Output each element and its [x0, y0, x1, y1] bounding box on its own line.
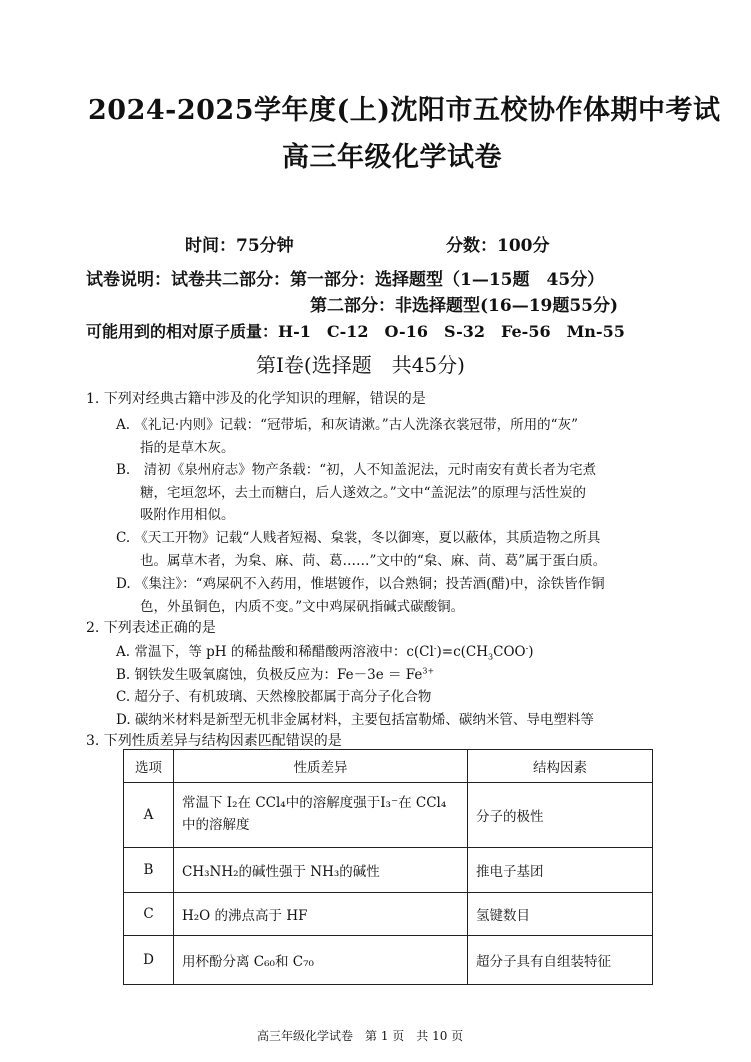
section-title: 第Ⅰ卷(选择题 共45分) [256, 353, 465, 377]
q1-option-b-line1: B. 清初《泉州府志》物产条载：“初，人不知盖泥法，元时南安有黄长者为宅煮 [116, 462, 597, 478]
row-factor: 氢键数目 [468, 893, 653, 936]
exam-description-line1: 试卷说明：试卷共二部分：第一部分：选择题型（1—15题 45分） [86, 270, 605, 290]
table-header-row [124, 750, 653, 783]
row-property: CH₃NH₂的碱性强于 NH₃的碱性 [174, 848, 468, 893]
row-property: H₂O 的沸点高于 HF [174, 893, 468, 936]
q2-option-d: D. 碳纳米材料是新型无机非金属材料，主要包括富勒烯、碳纳米管、导电塑料等 [116, 712, 594, 728]
atomic-masses: 可能用到的相对原子质量：H-1 C-12 O-16 S-32 Fe-56 Mn-55 [86, 322, 625, 341]
q1-option-d-line1: D. 《集注》：“鸡屎矾不入药用，惟堪镀作，以合熟铜；投苦酒(醋)中，涂铁皆作铜 [116, 576, 605, 592]
q1-option-a-line2: 指的是草木灰。 [140, 440, 235, 456]
exam-title-line1: 2024-2025学年度(上)沈阳市五校协作体期中考试 [88, 95, 721, 126]
exam-title-line2: 高三年级化学试卷 [282, 142, 502, 173]
q1-option-a-line1: A. 《礼记·内则》记载：“冠带垢，和灰请漱。”古人洗涤衣裳冠带，所用的“灰” [116, 417, 578, 433]
exam-description-line2: 第二部分：非选择题型(16—19题55分) [310, 296, 619, 316]
table-row [124, 783, 653, 848]
q3-table [123, 749, 653, 985]
row-option: B [124, 848, 174, 893]
q3-stem: 3. 下列性质差异与结构因素匹配错误的是 [86, 733, 342, 749]
row-option: D [124, 936, 174, 985]
q1-option-d-line2: 色，外虽铜色，内质不变。”文中鸡屎矾指碱式碳酸铜。 [140, 599, 465, 615]
header-option: 选项 [124, 750, 174, 783]
row-option: A [124, 783, 174, 848]
row-factor: 分子的极性 [468, 783, 653, 848]
header-property: 性质差异 [174, 750, 468, 783]
q1-option-c-line1: C. 《天工开物》记载“人贱者短褐、枲裳，冬以御寒，夏以蔽体，其质造物之所具 [116, 530, 601, 546]
q1-option-b-line3: 吸附作用相似。 [140, 507, 235, 523]
row-option: C [124, 893, 174, 936]
row-factor: 推电子基团 [468, 848, 653, 893]
header-factor: 结构因素 [468, 750, 653, 783]
row-property: 常温下 I₂在 CCl₄中的溶解度强于I₃⁻在 CCl₄中的溶解度 [174, 783, 468, 848]
q2-option-a: A. 常温下，等 pH 的稀盐酸和稀醋酸两溶液中：$c(Cl^-)=c(CH_3COO^-)$ [116, 643, 534, 662]
page-footer: 高三年级化学试卷 第 1 页 共 10 页 [257, 1029, 464, 1043]
q2-stem: 2. 下列表述正确的是 [86, 620, 216, 636]
table-row [124, 848, 653, 893]
row-factor: 超分子具有自组装特征 [468, 936, 653, 985]
q1-option-c-line2: 也。属草木者，为枲、麻、苘、葛……”文中的“枲、麻、苘、葛”属于蛋白质。 [140, 553, 607, 569]
q1-option-b-line2: 糖，宅垣忽坏，去土而糖白，后人遂效之。”文中“盖泥法”的原理与活性炭的 [140, 485, 586, 501]
table-row [124, 936, 653, 985]
exam-time: 时间：75分钟 [185, 236, 294, 256]
table-row [124, 893, 653, 936]
exam-score: 分数：100分 [446, 236, 550, 256]
q2-option-c: C. 超分子、有机玻璃、天然橡胶都属于高分子化合物 [116, 689, 432, 705]
q2-option-b: B. 钢铁发生吸氧腐蚀，负极反应为：$Fe-3e = Fe^{3+}$ [116, 666, 435, 683]
q1-stem: 1. 下列对经典古籍中涉及的化学知识的理解，错误的是 [86, 391, 426, 407]
row-property: 用杯酚分离 C₆₀和 C₇₀ [174, 936, 468, 985]
